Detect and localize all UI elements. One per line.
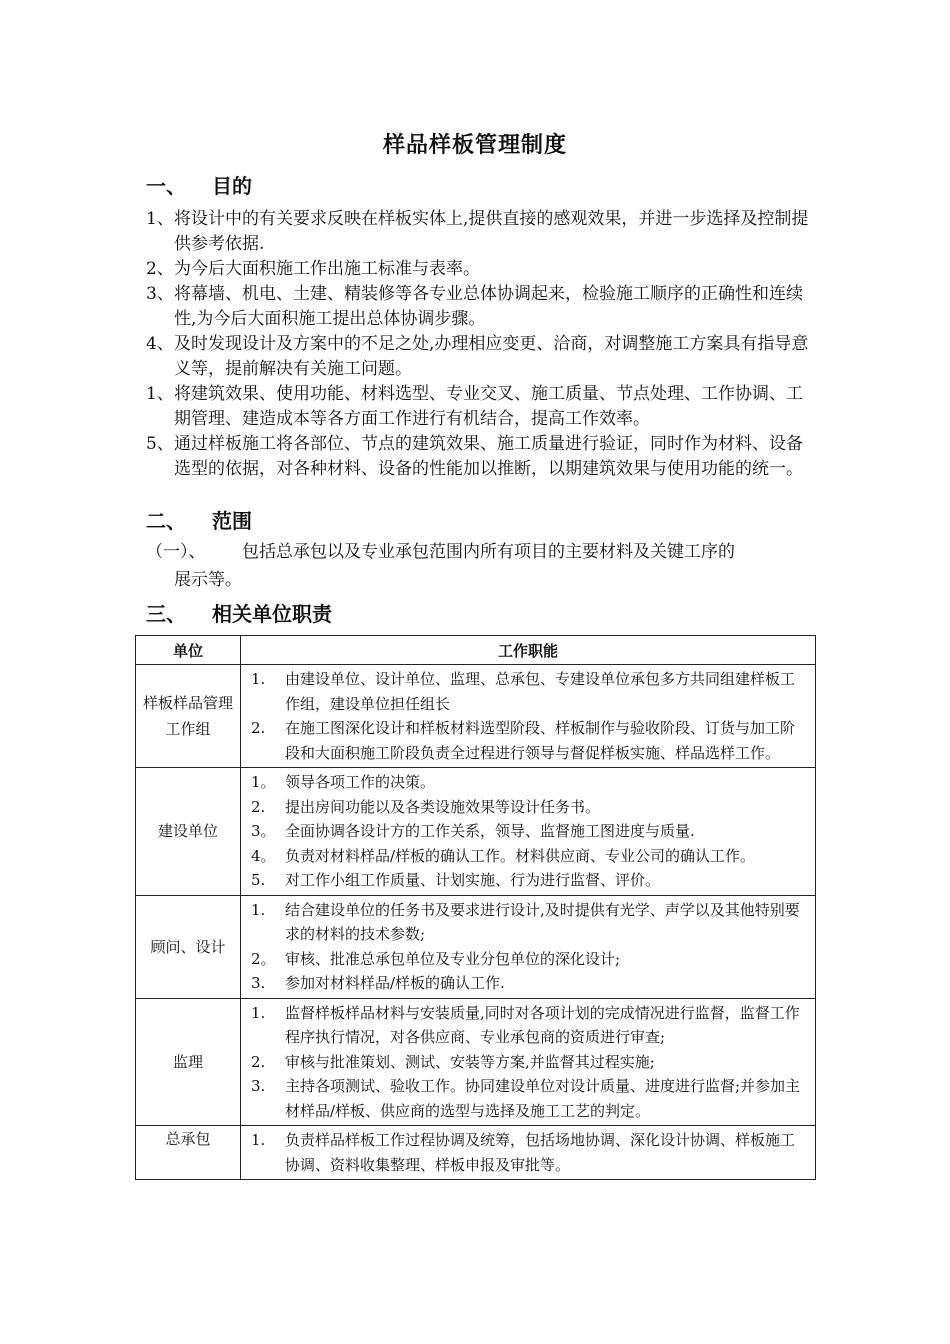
header-function: 工作职能 [241, 636, 816, 665]
item-number: 5. [251, 871, 266, 889]
table-row [136, 665, 816, 768]
item-number: 1. [251, 1003, 266, 1022]
function-list [251, 770, 807, 893]
item-text: 审核、批准总承包单位及专业分包单位的深化设计; [285, 949, 621, 968]
function-item [251, 1128, 807, 1177]
function-list [251, 1001, 807, 1124]
item-text: 负责样品样板工作过程协调及统筹，包括场地协调、深化设计协调、样板施工协调、资料收集整理、样板申报及审批等。 [285, 1131, 796, 1174]
purpose-item [146, 207, 810, 257]
function-list [251, 667, 807, 765]
item-text: 为今后大面积施工作出施工标准与表率。 [174, 259, 480, 279]
page-title: 样品样板管理制度 [382, 133, 567, 158]
item-number: 1. [251, 670, 266, 688]
table-row [136, 768, 816, 896]
item-number: 2. [251, 719, 266, 737]
function-item [251, 795, 807, 820]
function-item [251, 844, 807, 869]
function-item [251, 1074, 807, 1123]
item-number: 3. [251, 974, 266, 992]
header-unit: 单位 [136, 636, 241, 665]
function-item [251, 898, 807, 947]
purpose-item [146, 382, 810, 432]
unit-cell: 顾问、设计 [136, 895, 241, 998]
purpose-item [146, 432, 810, 482]
item-text: 及时发现设计及方案中的不足之处,办理相应变更、洽商，对调整施工方案具有指导意义等，提前解决有关施工问题。 [174, 334, 809, 379]
item-text: 主持各项测试、验收工作。协同建设单位对设计质量、进度进行监督;并参加主材样品/样板、供应商的选型与选择及施工工艺的判定。 [285, 1077, 801, 1120]
function-item [251, 947, 807, 972]
function-item [251, 1001, 807, 1050]
section-title: 范围 [212, 509, 252, 533]
item-number: 4。 [251, 846, 276, 865]
purpose-list [146, 207, 810, 482]
item-number: 5、 [146, 434, 174, 454]
section-heading-duties [146, 598, 332, 627]
scope-paragraph [146, 538, 810, 594]
scope-line1: 包括总承包以及专业承包范围内所有项目的主要材料及关键工序的 [242, 542, 735, 562]
item-number: 2、 [146, 259, 174, 279]
item-number: 3、 [146, 284, 174, 304]
unit-cell: 监理 [136, 998, 241, 1126]
function-item [251, 770, 807, 795]
item-number: 1。 [251, 773, 276, 791]
item-number: 1、 [146, 384, 174, 404]
table-row [136, 895, 816, 998]
unit-cell: 建设单位 [136, 768, 241, 896]
section-number: 一、 [146, 174, 186, 198]
section-title: 目的 [212, 174, 252, 198]
item-text: 结合建设单位的任务书及要求进行设计,及时提供有光学、声学以及其他特别要求的材料的技术参数; [285, 900, 800, 943]
table-row [136, 998, 816, 1126]
function-cell [241, 895, 816, 998]
table-header-row [136, 636, 816, 665]
function-cell [241, 665, 816, 768]
item-number: 2. [251, 797, 266, 816]
item-number: 4、 [146, 334, 174, 354]
function-list [251, 898, 807, 996]
item-text: 提出房间功能以及各类设施效果等设计任务书。 [285, 797, 601, 816]
item-text: 将建筑效果、使用功能、材料选型、专业交叉、施工质量、节点处理、工作协调、工期管理、建造成本等各方面工作进行有机结合，提高工作效率。 [174, 384, 803, 429]
item-text: 在施工图深化设计和样板材料选型阶段、样板制作与验收阶段、订货与加工阶段和大面积施工阶段负责全过程进行领导与督促样板实施、样品选样工作。 [285, 719, 796, 762]
section-heading-purpose [146, 170, 252, 199]
item-text: 全面协调各设计方的工作关系，领导、监督施工图进度与质量. [285, 822, 695, 840]
function-item [251, 716, 807, 765]
item-number: 1、 [146, 209, 174, 229]
item-number: 1. [251, 900, 266, 919]
item-number: 1. [251, 1131, 266, 1149]
unit-cell: 总承包 [136, 1126, 241, 1180]
item-number: 3. [251, 1077, 266, 1095]
function-item [251, 819, 807, 844]
function-item [251, 667, 807, 716]
item-number: 2。 [251, 949, 276, 968]
section-heading-scope [146, 505, 252, 534]
function-cell [241, 998, 816, 1126]
item-text: 由建设单位、设计单位、监理、总承包、专建设单位承包多方共同组建样板工作组，建设单位担任组长 [285, 670, 796, 713]
item-text: 参加对材料样品/样板的确认工作. [285, 974, 505, 992]
function-list [251, 1128, 807, 1177]
item-text: 监督样板样品材料与安装质量,同时对各项计划的完成情况进行监督，监督工作程序执行情况，对各供应商、专业承包商的资质进行审查; [285, 1003, 800, 1046]
item-text: 将设计中的有关要求反映在样板实体上,提供直接的感观效果，并进一步选择及控制提供参考依据. [174, 209, 809, 254]
item-text: 负责对材料样品/样板的确认工作。材料供应商、专业公司的确认工作。 [285, 846, 756, 865]
item-number: 3。 [251, 822, 276, 840]
item-text: 领导各项工作的决策。 [285, 773, 436, 791]
scope-line2: 展示等。 [174, 570, 242, 590]
section-number: 三、 [146, 602, 186, 626]
purpose-item [146, 332, 810, 382]
duties-table [135, 635, 816, 1180]
table-row [136, 1126, 816, 1180]
function-item [251, 1050, 807, 1075]
section-number: 二、 [146, 509, 186, 533]
function-item [251, 868, 807, 893]
item-text: 将幕墙、机电、土建、精装修等各专业总体协调起来，检验施工顺序的正确性和连续性,为今后大面积施工提出总体协调步骤。 [174, 284, 803, 329]
function-cell [241, 768, 816, 896]
purpose-item [146, 282, 810, 332]
item-text: 对工作小组工作质量、计划实施、行为进行监督、评价。 [285, 871, 661, 889]
scope-prefix: （一）、 [146, 542, 206, 562]
section-title: 相关单位职责 [212, 602, 332, 626]
unit-cell: 样板样品管理工作组 [136, 665, 241, 768]
purpose-item [146, 257, 810, 282]
function-cell [241, 1126, 816, 1180]
item-text: 通过样板施工将各部位、节点的建筑效果、施工质量进行验证，同时作为材料、设备选型的依据，对各种材料、设备的性能加以推断，以期建筑效果与使用功能的统一。 [174, 434, 803, 479]
item-text: 审核与批准策划、测试、安装等方案,并监督其过程实施; [285, 1052, 655, 1071]
item-number: 2. [251, 1052, 266, 1071]
function-item [251, 971, 807, 996]
